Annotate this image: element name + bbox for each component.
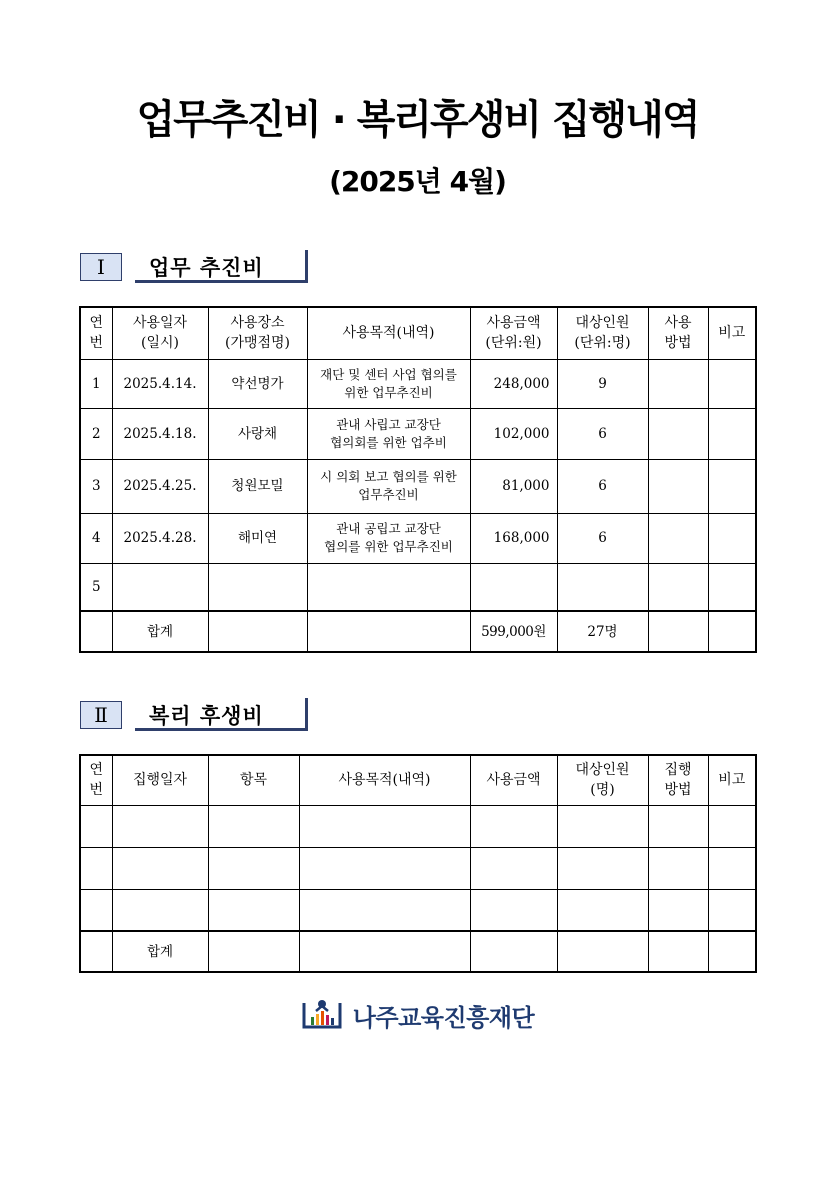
row-date xyxy=(112,563,208,611)
row-people: 6 xyxy=(557,459,648,513)
section-2-number: Ⅱ xyxy=(80,701,122,729)
header-date: 사용일자 (일시) xyxy=(112,307,208,359)
page-title: 업무추진비 · 복리후생비 집행내역 xyxy=(136,97,699,143)
row-purpose xyxy=(307,563,470,611)
header-method: 사용 방법 xyxy=(648,307,708,359)
header-place: 사용장소 (가맹점명) xyxy=(208,307,307,359)
header-date: 집행일자 xyxy=(112,755,208,805)
empty-cell xyxy=(208,847,299,889)
header-amount: 사용금액 xyxy=(470,755,557,805)
foundation-logo-icon xyxy=(301,997,343,1033)
row-place xyxy=(208,563,307,611)
row-people xyxy=(557,563,648,611)
table-header-row xyxy=(80,755,756,805)
table-row xyxy=(80,513,756,563)
row-purpose: 관내 사립고 교장단 협의회를 위한 업추비 xyxy=(307,408,470,459)
total-row xyxy=(80,931,756,972)
row-date: 2025.4.14. xyxy=(112,359,208,408)
total-empty-cell xyxy=(208,611,307,652)
empty-cell xyxy=(208,805,299,847)
table-row xyxy=(80,847,756,889)
header-people: 대상인원 (명) xyxy=(557,755,648,805)
row-note xyxy=(708,359,756,408)
table-row xyxy=(80,459,756,513)
empty-cell xyxy=(648,847,708,889)
row-note xyxy=(708,563,756,611)
header-method: 집행 방법 xyxy=(648,755,708,805)
header-item: 항목 xyxy=(208,755,299,805)
empty-cell xyxy=(557,847,648,889)
row-method xyxy=(648,513,708,563)
total-amount: 599,000원 xyxy=(470,611,557,652)
empty-cell xyxy=(470,889,557,931)
empty-cell xyxy=(470,847,557,889)
empty-cell xyxy=(299,805,470,847)
total-empty-cell xyxy=(648,611,708,652)
empty-cell xyxy=(648,805,708,847)
empty-cell xyxy=(80,847,112,889)
row-amount: 81,000 xyxy=(470,459,557,513)
total-no-cell xyxy=(80,931,112,972)
row-no: 1 xyxy=(80,359,112,408)
empty-cell xyxy=(80,805,112,847)
row-method xyxy=(648,563,708,611)
row-note xyxy=(708,459,756,513)
row-note xyxy=(708,513,756,563)
total-no-cell xyxy=(80,611,112,652)
table-header-row xyxy=(80,307,756,359)
row-no: 5 xyxy=(80,563,112,611)
total-empty-cell xyxy=(470,931,557,972)
header-note: 비고 xyxy=(708,307,756,359)
empty-cell xyxy=(112,847,208,889)
row-date: 2025.4.18. xyxy=(112,408,208,459)
section-1-number: Ⅰ xyxy=(80,253,122,281)
row-amount: 248,000 xyxy=(470,359,557,408)
header-no: 연 번 xyxy=(80,307,112,359)
row-people: 9 xyxy=(557,359,648,408)
welfare-expense-table xyxy=(79,754,757,973)
section-1-title: 업무 추진비 xyxy=(149,256,264,280)
header-purpose: 사용목적(내역) xyxy=(307,307,470,359)
total-people: 27명 xyxy=(557,611,648,652)
total-label: 합계 xyxy=(112,931,208,972)
empty-cell xyxy=(112,889,208,931)
row-amount xyxy=(470,563,557,611)
row-people: 6 xyxy=(557,513,648,563)
empty-cell xyxy=(708,847,756,889)
empty-cell xyxy=(299,847,470,889)
empty-cell xyxy=(80,889,112,931)
table-row xyxy=(80,408,756,459)
business-expense-table xyxy=(79,306,757,653)
row-place: 해미연 xyxy=(208,513,307,563)
section-2-title-box xyxy=(135,698,308,731)
header-purpose: 사용목적(내역) xyxy=(299,755,470,805)
footer xyxy=(0,995,835,1035)
row-date: 2025.4.25. xyxy=(112,459,208,513)
empty-cell xyxy=(208,889,299,931)
row-date: 2025.4.28. xyxy=(112,513,208,563)
table-row xyxy=(80,889,756,931)
section-2-title: 복리 후생비 xyxy=(149,704,264,728)
total-empty-cell xyxy=(648,931,708,972)
row-amount: 168,000 xyxy=(470,513,557,563)
total-row xyxy=(80,611,756,652)
row-purpose: 관내 공립고 교장단 협의를 위한 업무추진비 xyxy=(307,513,470,563)
row-place: 사랑채 xyxy=(208,408,307,459)
total-empty-cell xyxy=(708,931,756,972)
empty-cell xyxy=(299,889,470,931)
table-row xyxy=(80,359,756,408)
row-purpose: 재단 및 센터 사업 협의를 위한 업무추진비 xyxy=(307,359,470,408)
total-label: 합계 xyxy=(112,611,208,652)
empty-cell xyxy=(708,889,756,931)
empty-cell xyxy=(648,889,708,931)
empty-cell xyxy=(112,805,208,847)
header-note: 비고 xyxy=(708,755,756,805)
empty-cell xyxy=(557,889,648,931)
row-method xyxy=(648,459,708,513)
total-empty-cell xyxy=(307,611,470,652)
row-people: 6 xyxy=(557,408,648,459)
row-place: 청원모밀 xyxy=(208,459,307,513)
table-row xyxy=(80,563,756,611)
page-subtitle: (2025년 4월) xyxy=(329,165,506,198)
row-place: 약선명가 xyxy=(208,359,307,408)
header-no: 연 번 xyxy=(80,755,112,805)
empty-cell xyxy=(708,805,756,847)
total-empty-cell xyxy=(208,931,299,972)
row-method xyxy=(648,359,708,408)
foundation-name: 나주교육진흥재단 xyxy=(352,1003,535,1032)
table-row xyxy=(80,805,756,847)
row-note xyxy=(708,408,756,459)
empty-cell xyxy=(470,805,557,847)
empty-cell xyxy=(557,805,648,847)
header-amount: 사용금액 (단위:원) xyxy=(470,307,557,359)
row-purpose: 시 의회 보고 협의를 위한 업무추진비 xyxy=(307,459,470,513)
row-no: 2 xyxy=(80,408,112,459)
row-method xyxy=(648,408,708,459)
row-no: 4 xyxy=(80,513,112,563)
section-1-title-box xyxy=(135,250,308,283)
row-amount: 102,000 xyxy=(470,408,557,459)
total-empty-cell xyxy=(557,931,648,972)
header-people: 대상인원 (단위:명) xyxy=(557,307,648,359)
row-no: 3 xyxy=(80,459,112,513)
total-empty-cell xyxy=(708,611,756,652)
total-empty-cell xyxy=(299,931,470,972)
